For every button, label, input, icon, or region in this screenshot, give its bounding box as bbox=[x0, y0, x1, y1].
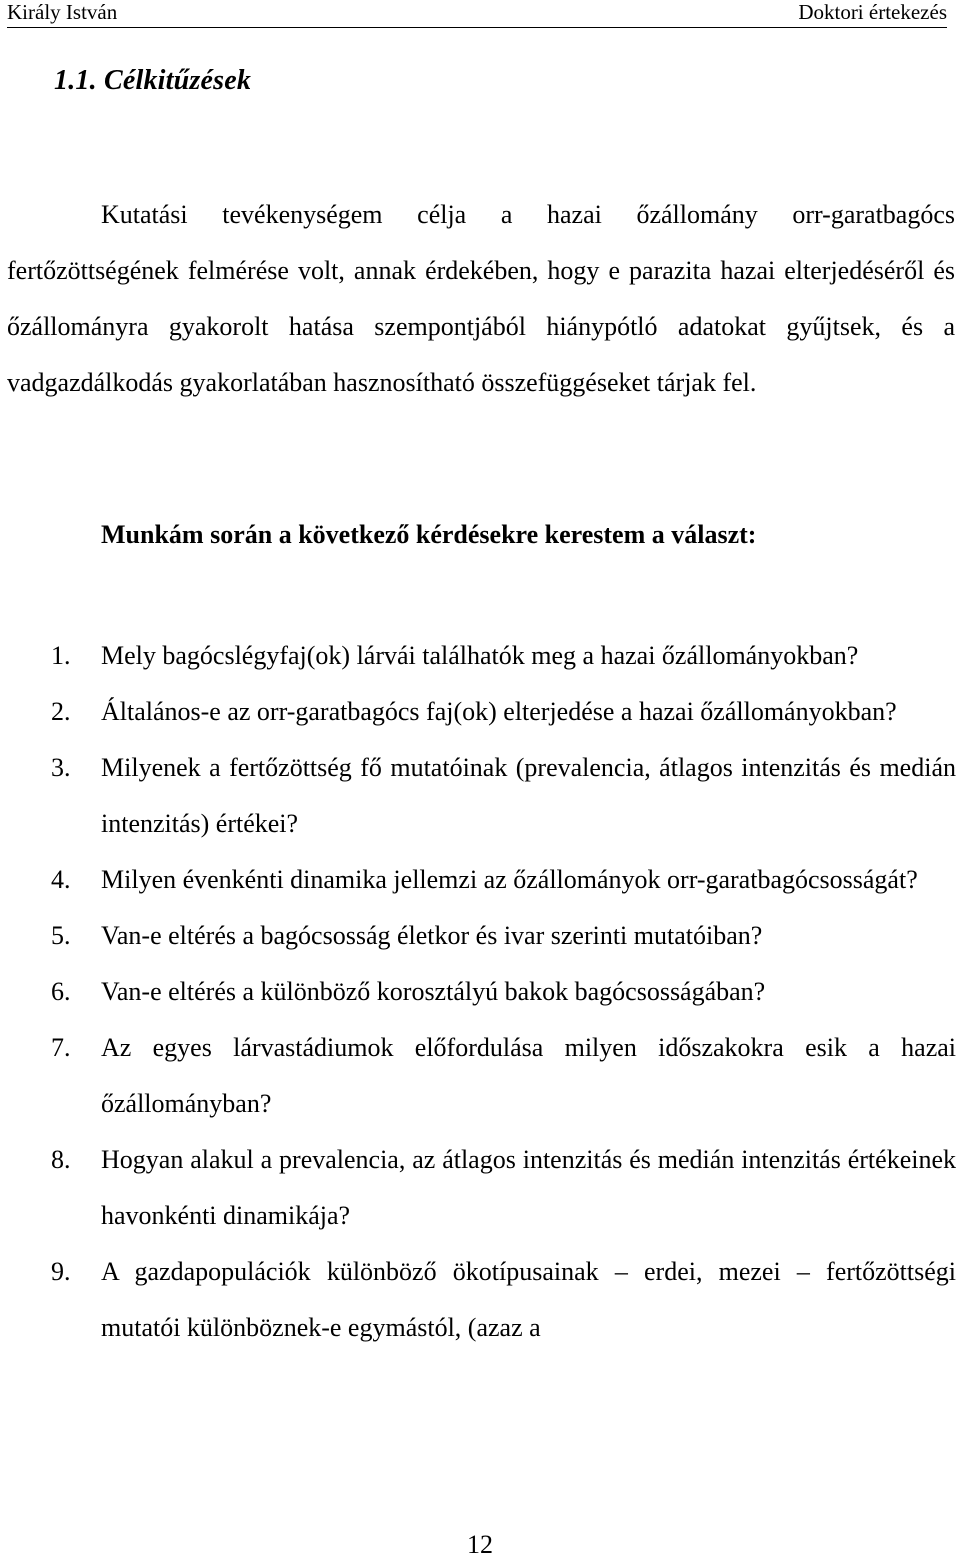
question-item-3 bbox=[0, 740, 956, 852]
question-item-4 bbox=[0, 852, 956, 908]
question-number: 9. bbox=[51, 1257, 71, 1286]
section-title: 1.1. Célkitűzések bbox=[54, 65, 252, 96]
question-item-5 bbox=[0, 908, 956, 964]
question-number: 1. bbox=[51, 641, 71, 670]
question-number: 3. bbox=[51, 753, 71, 782]
question-number: 7. bbox=[51, 1033, 71, 1062]
question-text: Az egyes lárvastádiumok előfordulása milyen időszakokra esik a hazai őzállományban? bbox=[101, 1033, 956, 1118]
question-item-6 bbox=[0, 964, 956, 1020]
question-text: Milyen évenkénti dinamika jellemzi az őzállományok orr-garatbagócsosságát? bbox=[101, 865, 918, 894]
question-text: Általános-e az orr-garatbagócs faj(ok) elterjedése a hazai őzállományokban? bbox=[101, 697, 897, 726]
page-number: 12 bbox=[467, 1530, 493, 1559]
question-item-8 bbox=[0, 1132, 956, 1244]
questions-list bbox=[0, 628, 956, 1356]
question-item-1 bbox=[0, 628, 956, 684]
question-number: 8. bbox=[51, 1145, 71, 1174]
question-number: 6. bbox=[51, 977, 71, 1006]
question-text: Hogyan alakul a prevalencia, az átlagos intenzitás és medián intenzitás értékeinek havonkénti dinamikája? bbox=[101, 1145, 956, 1230]
question-text: A gazdapopulációk különböző ökotípusainak – erdei, mezei – fertőzöttségi mutatói különböznek-e egymástól, (azaz a bbox=[101, 1257, 956, 1342]
header-doc-type: Doktori értekezés bbox=[798, 0, 947, 24]
page-header bbox=[7, 0, 947, 28]
question-item-7 bbox=[0, 1020, 956, 1132]
question-number: 5. bbox=[51, 921, 71, 950]
question-text: Van-e eltérés a különböző korosztályú bakok bagócsosságában? bbox=[101, 977, 766, 1006]
question-item-9 bbox=[0, 1244, 956, 1356]
question-text: Milyenek a fertőzöttség fő mutatóinak (prevalencia, átlagos intenzitás és medián intenzitás) értékei? bbox=[101, 753, 956, 838]
question-number: 2. bbox=[51, 697, 71, 726]
intro-paragraph: Kutatási tevékenységem célja a hazai őzállomány orr-garatbagócs fertőzöttségének felmérése volt, annak érdekében, hogy e parazita hazai elterjedéséről és őzállományra gyakorolt hatása szempontjából hiánypótló adatokat gyűjtsek, és a vadgazdálkodás gyakorlatában hasznosítható összefüggéseket tárjak fel. bbox=[7, 200, 955, 397]
questions-heading: Munkám során a következő kérdésekre kerestem a választ: bbox=[101, 520, 757, 549]
question-item-2 bbox=[0, 684, 956, 740]
question-text: Mely bagócslégyfaj(ok) lárvái találhatók meg a hazai őzállományokban? bbox=[101, 641, 859, 670]
header-author: Király István bbox=[7, 0, 118, 24]
question-text: Van-e eltérés a bagócsosság életkor és ivar szerinti mutatóiban? bbox=[101, 921, 763, 950]
question-number: 4. bbox=[51, 865, 71, 894]
